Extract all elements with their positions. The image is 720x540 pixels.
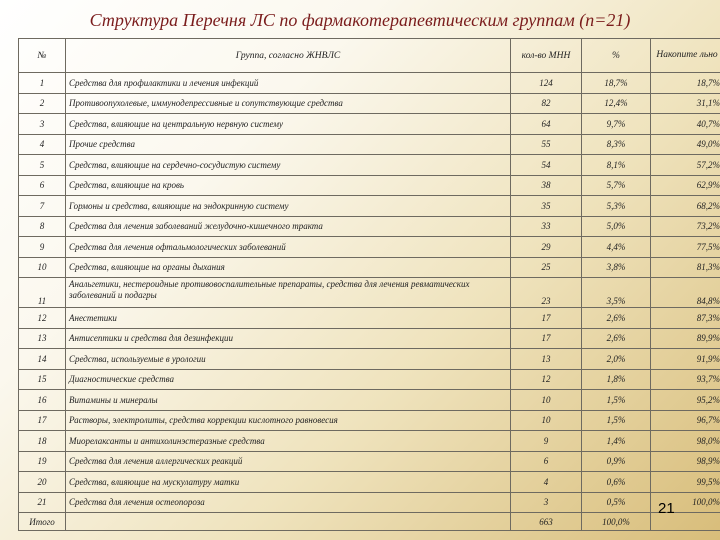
cell-cumulative: 73,2% [651,216,720,237]
cell-cumulative: 18,7% [651,73,720,94]
cell-percent: 3,8% [582,257,651,278]
cell-percent: 1,4% [582,431,651,452]
table-row [19,175,720,196]
cell-cumulative: 96,7% [651,410,720,431]
cell-group: Средства, используемые в урологии [66,349,511,370]
cell-percent: 4,4% [582,237,651,258]
cell-cumulative: 62,9% [651,175,720,196]
cell-cumulative: 98,9% [651,451,720,472]
table-row [19,369,720,390]
cell-count: 29 [511,237,582,258]
cell-cumulative: 99,5% [651,472,720,493]
cell-num: 15 [19,369,66,390]
cell-group: Растворы, электролиты, средства коррекции кислотного равновесия [66,410,511,431]
cell-count: 6 [511,451,582,472]
page-title: Структура Перечня ЛС по фармакотерапевтическим группам (n=21) [89,10,631,30]
cell-percent: 0,5% [582,492,651,513]
header-num: № [19,39,66,73]
cell-num: 17 [19,410,66,431]
cell-percent: 0,9% [582,451,651,472]
cell-num: 7 [19,196,66,217]
cell-group: Средства, влияющие на мускулатуру матки [66,472,511,493]
cell-group: Анальгетики, нестероидные противовоспалительные препараты, средства для лечения ревматических заболеваний и подагры [66,278,511,308]
table-row [19,431,720,452]
cell-count: 4 [511,472,582,493]
cell-cumulative: 93,7% [651,369,720,390]
total-count: 663 [511,513,582,531]
cell-cumulative: 100,0% [651,492,720,513]
cell-group: Средства для лечения заболеваний желудочно-кишечного тракта [66,216,511,237]
cell-num: 9 [19,237,66,258]
cell-group: Противоопухолевые, иммунодепрессивные и сопутствующие средства [66,93,511,114]
cell-cumulative: 89,9% [651,328,720,349]
table-row [19,390,720,411]
cell-num: 8 [19,216,66,237]
cell-num: 13 [19,328,66,349]
cell-cumulative: 68,2% [651,196,720,217]
cell-num: 4 [19,134,66,155]
cell-group: Средства для лечения аллергических реакций [66,451,511,472]
table-row [19,93,720,114]
table-row [19,472,720,493]
cell-count: 10 [511,390,582,411]
cell-count: 23 [511,278,582,308]
cell-percent: 3,5% [582,278,651,308]
cell-cumulative: 95,2% [651,390,720,411]
table-row [19,349,720,370]
cell-num: 14 [19,349,66,370]
table-body [19,73,720,531]
cell-num: 6 [19,175,66,196]
cell-num: 5 [19,155,66,176]
cell-group: Средства, влияющие на кровь [66,175,511,196]
drug-groups-table [18,38,720,531]
table-header-row [19,39,720,73]
cell-group: Средства, влияющие на органы дыхания [66,257,511,278]
cell-cumulative: 91,9% [651,349,720,370]
table-row [19,278,720,308]
table-container [18,38,720,531]
cell-cumulative: 87,3% [651,308,720,329]
table-row [19,410,720,431]
total-percent: 100,0% [582,513,651,531]
cell-count: 54 [511,155,582,176]
cell-num: 1 [19,73,66,94]
cell-count: 33 [511,216,582,237]
cell-count: 17 [511,308,582,329]
cell-group: Витамины и минералы [66,390,511,411]
cell-count: 3 [511,492,582,513]
table-row [19,328,720,349]
cell-group: Средства для лечения офтальмологических заболеваний [66,237,511,258]
cell-count: 9 [511,431,582,452]
table-row [19,257,720,278]
cell-percent: 5,7% [582,175,651,196]
cell-num: 12 [19,308,66,329]
cell-percent: 2,6% [582,308,651,329]
cell-percent: 12,4% [582,93,651,114]
header-cumulative: Накопите льно [651,39,720,73]
table-row [19,134,720,155]
table-row [19,216,720,237]
cell-num: 16 [19,390,66,411]
cell-count: 12 [511,369,582,390]
cell-cumulative: 31,1% [651,93,720,114]
cell-cumulative: 98,0% [651,431,720,452]
table-row [19,237,720,258]
cell-cumulative: 40,7% [651,114,720,135]
table-row [19,155,720,176]
cell-percent: 1,8% [582,369,651,390]
cell-group: Средства для профилактики и лечения инфекций [66,73,511,94]
cell-count: 25 [511,257,582,278]
cell-group: Средства для лечения остеопороза [66,492,511,513]
cell-percent: 5,3% [582,196,651,217]
header-count: кол-во МНН [511,39,582,73]
cell-cumulative: 49,0% [651,134,720,155]
cell-count: 64 [511,114,582,135]
cell-group: Диагностические средства [66,369,511,390]
cell-num: 3 [19,114,66,135]
cell-count: 82 [511,93,582,114]
page-number: 21 [658,500,675,517]
cell-count: 55 [511,134,582,155]
cell-cumulative: 77,5% [651,237,720,258]
cell-group: Прочие средства [66,134,511,155]
table-row [19,451,720,472]
cell-group: Анестетики [66,308,511,329]
cell-percent: 18,7% [582,73,651,94]
cell-num: 20 [19,472,66,493]
header-percent: % [582,39,651,73]
cell-group: Миорелаксанты и антихолинэстеразные средства [66,431,511,452]
cell-percent: 1,5% [582,390,651,411]
cell-group: Средства, влияющие на центральную нервную систему [66,114,511,135]
cell-num: 18 [19,431,66,452]
cell-count: 38 [511,175,582,196]
cell-group: Гормоны и средства, влияющие на эндокринную систему [66,196,511,217]
cell-cumulative: 84,8% [651,278,720,308]
cell-count: 35 [511,196,582,217]
table-row [19,492,720,513]
cell-num: 2 [19,93,66,114]
total-empty [66,513,511,531]
total-label: Итого [19,513,66,531]
cell-percent: 1,5% [582,410,651,431]
cell-num: 11 [19,278,66,308]
cell-num: 10 [19,257,66,278]
cell-group: Антисептики и средства для дезинфекции [66,328,511,349]
cell-percent: 2,0% [582,349,651,370]
table-row [19,308,720,329]
table-row [19,73,720,94]
cell-cumulative: 57,2% [651,155,720,176]
cell-group: Средства, влияющие на сердечно-сосудистую систему [66,155,511,176]
table-total-row [19,513,720,531]
cell-count: 13 [511,349,582,370]
cell-cumulative: 81,3% [651,257,720,278]
cell-count: 124 [511,73,582,94]
cell-num: 19 [19,451,66,472]
cell-percent: 9,7% [582,114,651,135]
table-row [19,114,720,135]
table-row [19,196,720,217]
cell-count: 10 [511,410,582,431]
cell-num: 21 [19,492,66,513]
cell-percent: 8,1% [582,155,651,176]
cell-percent: 0,6% [582,472,651,493]
cell-percent: 8,3% [582,134,651,155]
cell-percent: 2,6% [582,328,651,349]
header-group: Группа, согласно ЖНВЛС [66,39,511,73]
cell-percent: 5,0% [582,216,651,237]
cell-count: 17 [511,328,582,349]
